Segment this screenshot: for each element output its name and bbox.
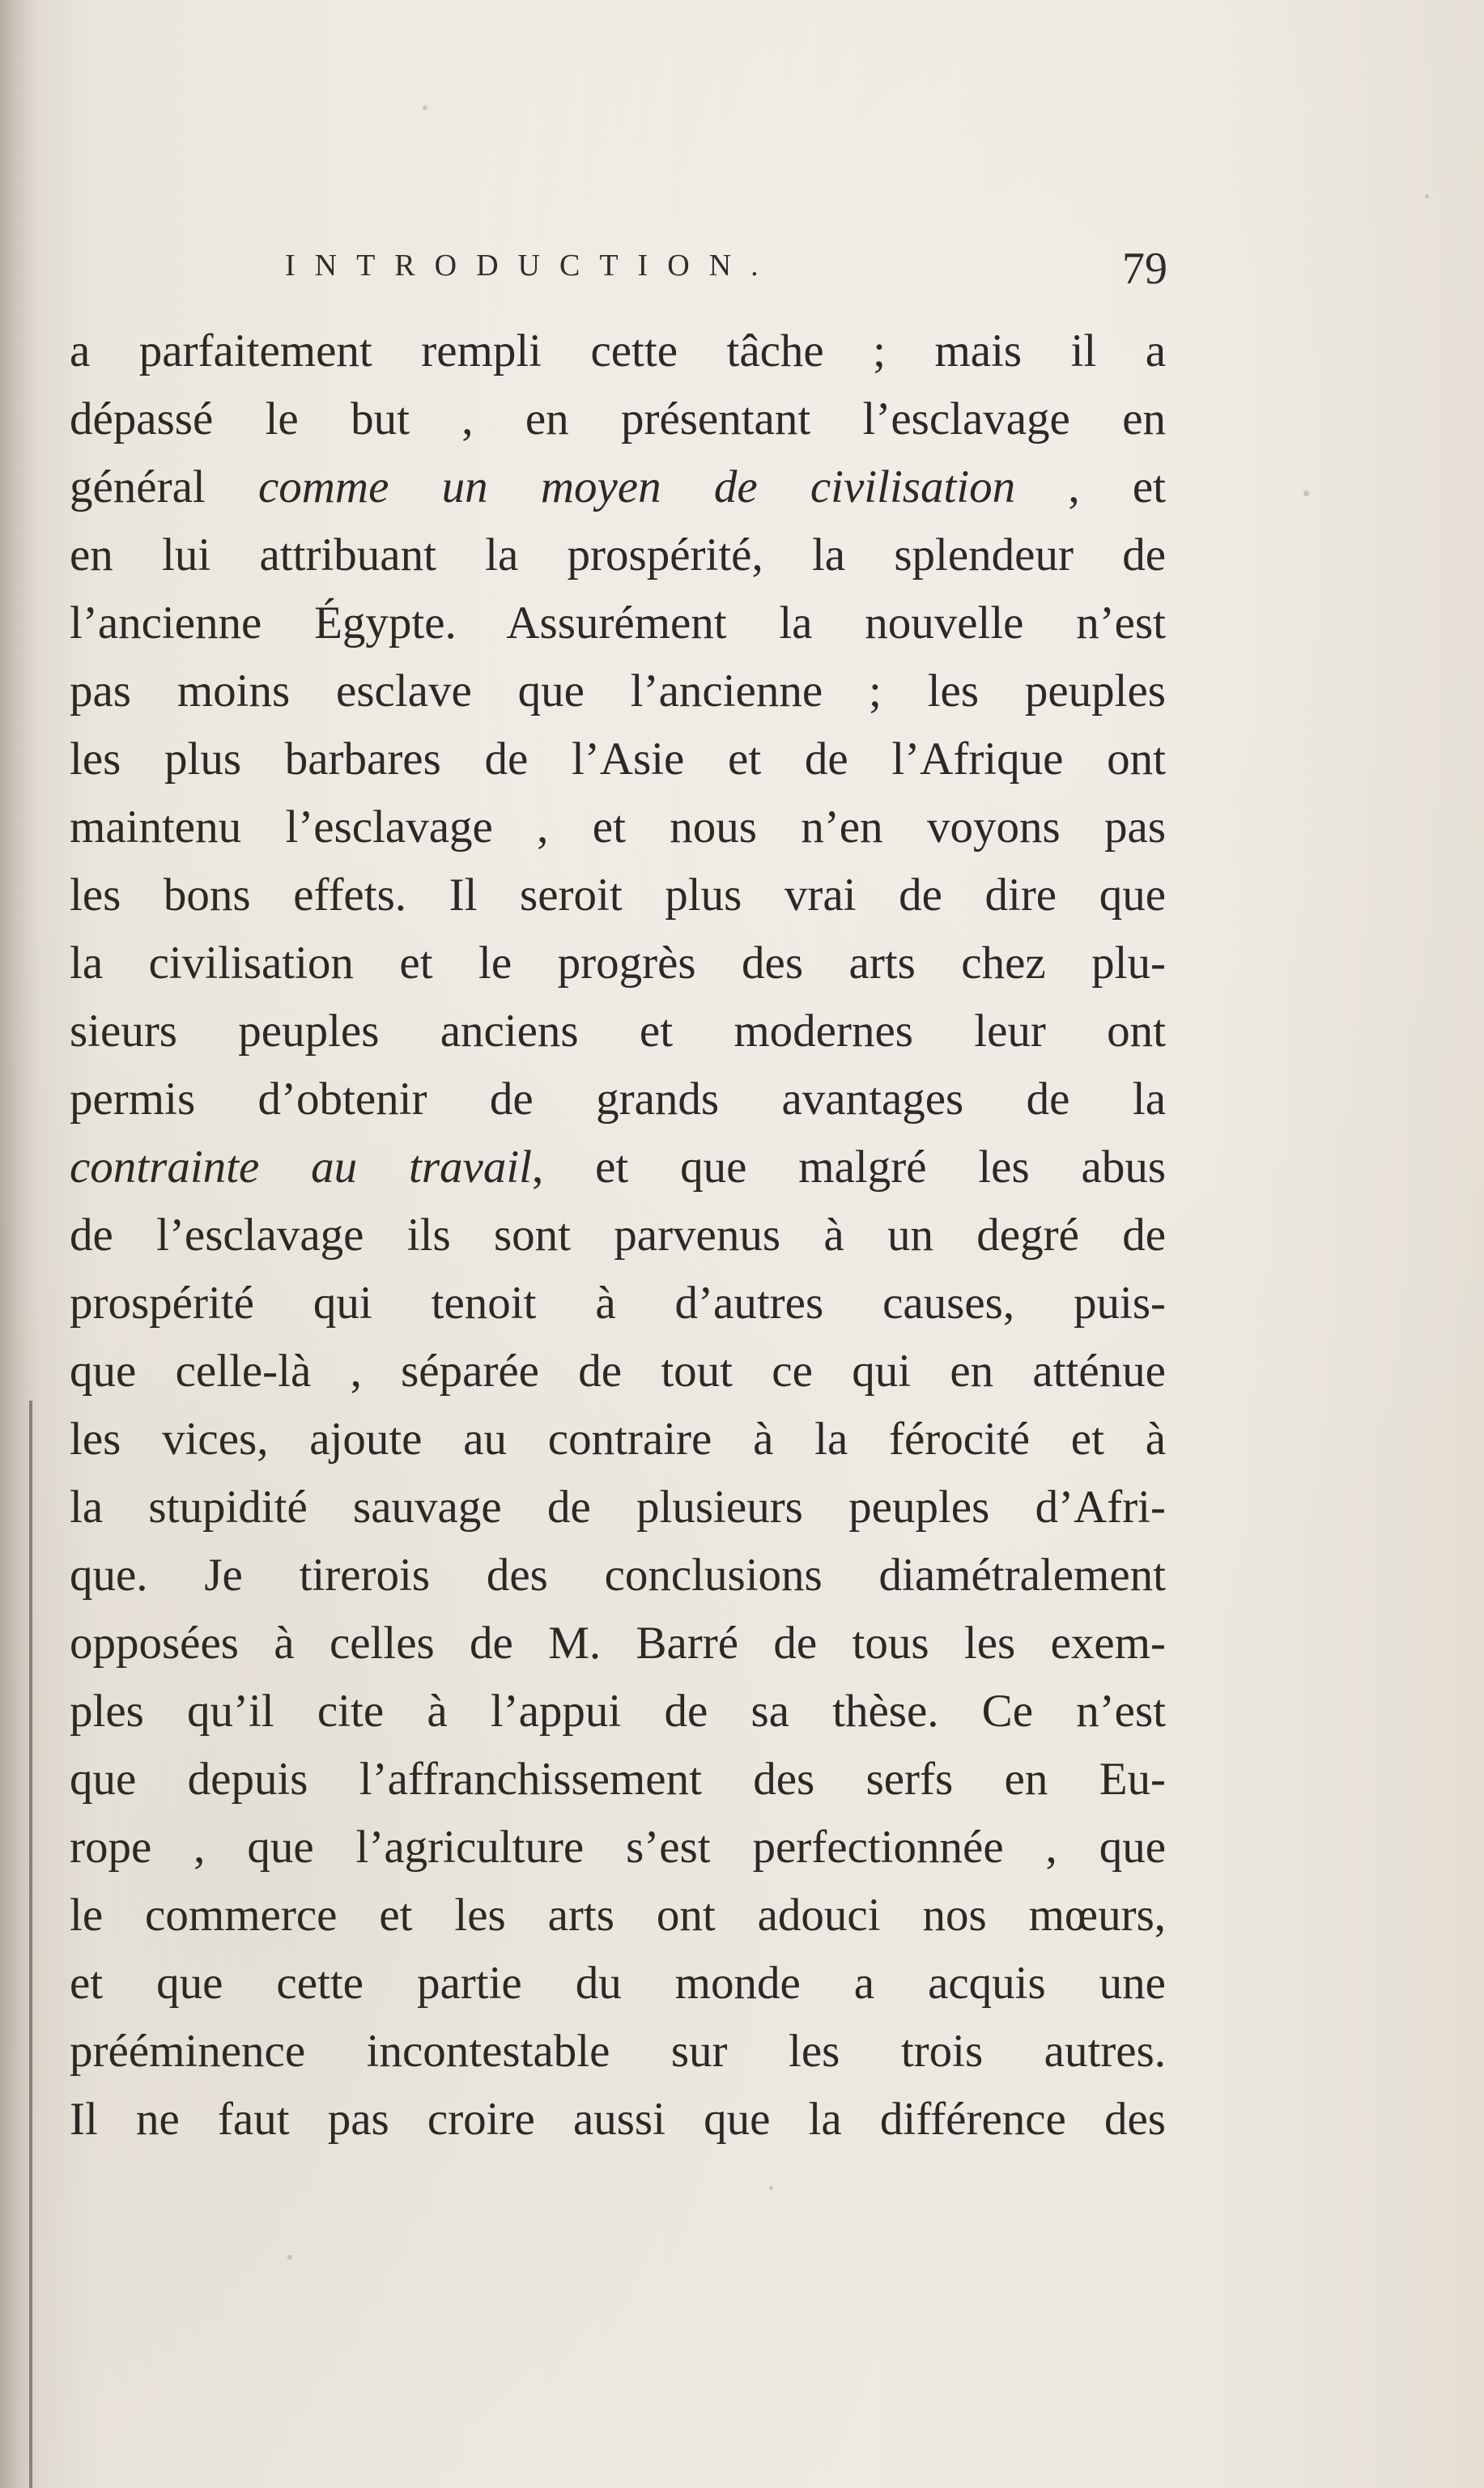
text-segment: rope , que l’agriculture s’est perfectionnée , que xyxy=(70,1822,1166,1873)
text-segment: les vices, ajoute au contraire à la férocité et à xyxy=(70,1414,1166,1465)
text-segment: la civilisation et le progrès des arts chez plu- xyxy=(70,938,1166,989)
text-line xyxy=(70,589,1166,657)
text-segment: ples qu’il cite à l’appui de sa thèse. Ce n’est xyxy=(70,1686,1166,1737)
text-line xyxy=(70,1338,1166,1406)
binding-shadow xyxy=(0,0,39,2488)
text-segment: le commerce et les arts ont adouci nos mœurs, xyxy=(70,1890,1166,1941)
text-line xyxy=(70,385,1166,453)
text-line xyxy=(70,317,1166,385)
text-line xyxy=(70,1270,1166,1338)
text-line xyxy=(70,929,1166,997)
text-segment: que celle-là , séparée de tout ce qui en atténue xyxy=(70,1346,1166,1397)
text-segment: sieurs peuples anciens et modernes leur ont xyxy=(70,1006,1166,1057)
text-segment: maintenu l’esclavage , et nous n’en voyons pas xyxy=(70,802,1166,853)
text-line xyxy=(70,1065,1166,1133)
paper-speck xyxy=(423,105,427,110)
paper-speck xyxy=(769,2186,773,2190)
text-line xyxy=(70,657,1166,725)
text-segment: que. Je tirerois des conclusions diamétralement xyxy=(70,1550,1166,1601)
text-segment: les bons effets. Il seroit plus vrai de dire que xyxy=(70,870,1166,921)
text-line xyxy=(70,1814,1166,1882)
text-line xyxy=(70,521,1166,589)
text-line xyxy=(70,1882,1166,1950)
text-segment: que depuis l’affranchissement des serfs en Eu- xyxy=(70,1754,1166,1805)
text-segment: général xyxy=(70,461,258,512)
text-line xyxy=(70,1133,1166,1201)
text-line xyxy=(70,793,1166,861)
text-segment: l’ancienne Égypte. Assurément la nouvelle n’est xyxy=(70,598,1166,649)
text-line xyxy=(70,1474,1166,1542)
text-segment: , et xyxy=(1015,461,1166,512)
text-segment: les plus barbares de l’Asie et de l’Afrique ont xyxy=(70,734,1166,785)
text-segment: Il ne faut pas croire aussi que la différence des xyxy=(70,2094,1166,2145)
body-text xyxy=(70,317,1166,2154)
text-segment: permis d’obtenir de grands avantages de la xyxy=(70,1074,1166,1125)
paper-speck xyxy=(287,2255,292,2260)
text-line xyxy=(70,1950,1166,2018)
text-line xyxy=(70,2018,1166,2086)
text-line xyxy=(70,2086,1166,2154)
text-line xyxy=(70,1610,1166,1678)
italic-text-segment: contrainte au travail xyxy=(70,1142,532,1193)
text-line xyxy=(70,997,1166,1065)
text-segment: en lui attribuant la prospérité, la splendeur de xyxy=(70,529,1166,581)
binding-edge-line xyxy=(29,1401,32,2488)
text-segment: et que cette partie du monde a acquis une xyxy=(70,1958,1166,2009)
text-line xyxy=(70,1678,1166,1746)
text-segment: dépassé le but , en présentant l’esclavage en xyxy=(70,393,1166,444)
text-segment: , et que malgré les abus xyxy=(532,1142,1167,1193)
text-segment: opposées à celles de M. Barré de tous les exem- xyxy=(70,1618,1166,1669)
page-number: 79 xyxy=(1122,244,1167,294)
text-segment: prééminence incontestable sur les trois autres. xyxy=(70,2026,1166,2077)
text-line xyxy=(70,861,1166,929)
text-segment: pas moins esclave que l’ancienne ; les peuples xyxy=(70,666,1166,717)
paper-speck xyxy=(1425,194,1429,198)
text-segment: a parfaitement rempli cette tâche ; mais il a xyxy=(70,325,1166,376)
text-line xyxy=(70,1406,1166,1474)
text-segment: la stupidité sauvage de plusieurs peuples d’Afri- xyxy=(70,1482,1166,1533)
text-line xyxy=(70,453,1166,521)
italic-text-segment: comme un moyen de civilisation xyxy=(257,461,1016,512)
text-line xyxy=(70,1542,1166,1610)
running-head: INTRODUCTION. xyxy=(285,249,778,283)
text-line xyxy=(70,1201,1166,1270)
text-line xyxy=(70,725,1166,793)
text-segment: prospérité qui tenoit à d’autres causes, puis- xyxy=(70,1278,1166,1329)
paper-speck xyxy=(1303,491,1309,496)
text-line xyxy=(70,1746,1166,1814)
page-header xyxy=(285,244,1167,304)
text-segment: de l’esclavage ils sont parvenus à un degré de xyxy=(70,1210,1166,1261)
